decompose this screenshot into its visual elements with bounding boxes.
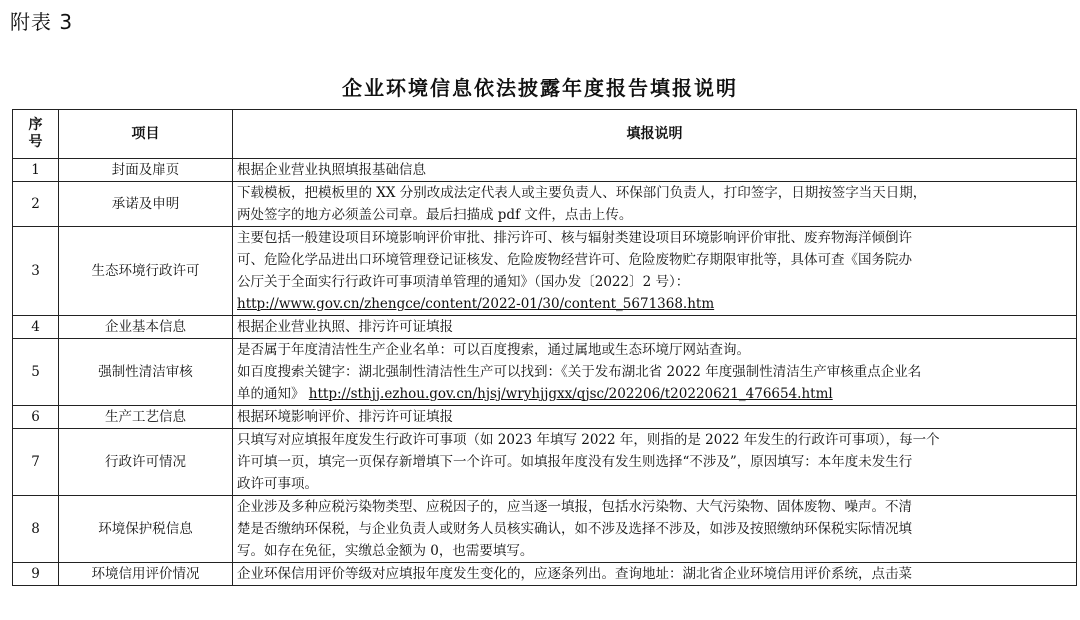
row-item: 承诺及申明 [59,182,233,227]
row-desc: 根据企业营业执照填报基础信息 [233,159,1077,182]
row-no: 3 [13,227,59,316]
row-item: 环境保护税信息 [59,496,233,563]
row-desc: 只填写对应填报年度发生行政许可事项（如 2023 年填写 2022 年，则指的是 2022 年发生的行政许可事项），每一个 许可填一页，填完一页保存新增填下一个许可。如填报年度没有发生则选择“不涉及”，原因填写：本年度未发生行 政许可事项。 [233,429,1077,496]
document-title: 企业环境信息依法披露年度报告填报说明 [342,76,738,100]
row-desc: 企业环保信用评价等级对应填报年度发生变化的，应逐条列出。查询地址：湖北省企业环境信用评价系统，点击菜 [233,563,1077,586]
table-row [13,563,1077,586]
row-desc: 主要包括一般建设项目环境影响评价审批、排污许可、核与辐射类建设项目环境影响评价审批、废弃物海洋倾倒许 可、危险化学品进出口环境管理登记证核发、危险废物经营许可、危险废物贮存期限审批等，具体可查《国务院办 公厅关于全面实行行政许可事项清单管理的通知》（国办发〔2022〕2 号）： http://www.gov.cn/zhengce/content/2022-01/30/content_5671368.htm [233,227,1077,316]
row-item: 封面及扉页 [59,159,233,182]
row-desc: 是否属于年度清洁性生产企业名单：可以百度搜索，通过属地或生态环境厅网站查询。 如百度搜索关键字：湖北强制性清洁性生产可以找到：《关于发布湖北省 2022 年度强制性清洁生产审核重点企业名 单的通知》 http://sthjj.ezhou.gov.cn/hjsj/wryhjjgxx/qjsc/202206/t20220621_476654.html [233,339,1077,406]
row-desc: 根据环境影响评价、排污许可证填报 [233,406,1077,429]
instruction-table [12,109,1077,586]
row-desc: 下载模板，把模板里的 XX 分别改成法定代表人或主要负责人、环保部门负责人，打印签字，日期按签字当天日期， 两处签字的地方必须盖公司章。最后扫描成 pdf 文件，点击上传。 [233,182,1077,227]
row-item: 生态环境行政许可 [59,227,233,316]
table-row [13,159,1077,182]
table-header-row [13,110,1077,159]
row-no: 7 [13,429,59,496]
row-no: 6 [13,406,59,429]
row-item: 行政许可情况 [59,429,233,496]
header-no: 序 号 [13,110,59,159]
row-item: 生产工艺信息 [59,406,233,429]
appendix-label: 附表 3 [10,10,74,34]
row-no: 1 [13,159,59,182]
row-no: 4 [13,316,59,339]
row-no: 5 [13,339,59,406]
table-row [13,496,1077,563]
gov-notice-link[interactable]: http://www.gov.cn/zhengce/content/2022-01/30/content_5671368.htm [237,296,715,312]
row-item: 企业基本信息 [59,316,233,339]
row-no: 2 [13,182,59,227]
table-row [13,429,1077,496]
row-desc: 根据企业营业执照、排污许可证填报 [233,316,1077,339]
ezhou-list-link[interactable]: http://sthjj.ezhou.gov.cn/hjsj/wryhjjgxx/qjsc/202206/t20220621_476654.html [308,386,833,402]
header-item: 项目 [59,110,233,159]
row-desc: 企业涉及多种应税污染物类型、应税因子的，应当逐一填报，包括水污染物、大气污染物、固体废物、噪声。不清 楚是否缴纳环保税，与企业负责人或财务人员核实确认，如不涉及选择不涉及，如涉及按照缴纳环保税实际情况填 写。如存在免征，实缴总金额为 0，也需要填写。 [233,496,1077,563]
row-no: 8 [13,496,59,563]
table-row [13,227,1077,316]
row-item: 环境信用评价情况 [59,563,233,586]
row-item: 强制性清洁审核 [59,339,233,406]
table-row [13,339,1077,406]
table-row [13,406,1077,429]
header-desc: 填报说明 [233,110,1077,159]
table-row [13,182,1077,227]
row-no: 9 [13,563,59,586]
table-row [13,316,1077,339]
